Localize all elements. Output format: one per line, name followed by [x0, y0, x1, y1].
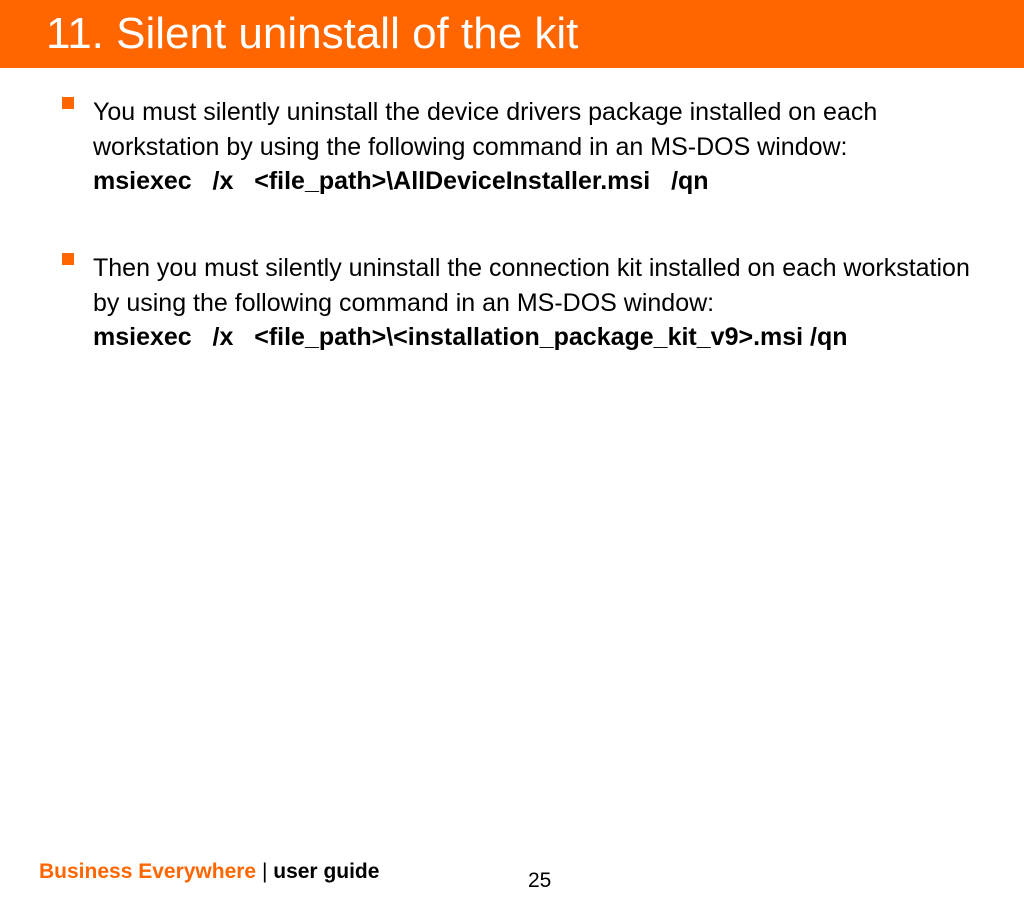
footer-separator: |	[256, 860, 274, 883]
command-text: msiexec /x <file_path>\AllDeviceInstaller.msi /qn	[93, 167, 709, 195]
footer-brand	[39, 858, 379, 886]
title-bar	[0, 0, 1024, 68]
bullet-square-icon	[62, 253, 74, 265]
page-number: 25	[528, 869, 552, 892]
bullet-text: Then you must silently uninstall the connection kit installed on each workstation by using the following command in an MS-DOS window:	[93, 254, 970, 317]
guide-label: user guide	[273, 860, 380, 883]
brand-name: Business Everywhere	[39, 860, 257, 883]
bullet-square-icon	[62, 97, 74, 109]
command-text: msiexec /x <file_path>\<installation_package_kit_v9>.msi /qn	[93, 323, 848, 351]
bullet-item	[93, 251, 973, 355]
slide-title: 11. Silent uninstall of the kit	[46, 9, 579, 58]
bullet-item	[93, 95, 973, 199]
bullet-text: You must silently uninstall the device drivers package installed on each workstation by using the following command in an MS-DOS window:	[93, 98, 878, 161]
